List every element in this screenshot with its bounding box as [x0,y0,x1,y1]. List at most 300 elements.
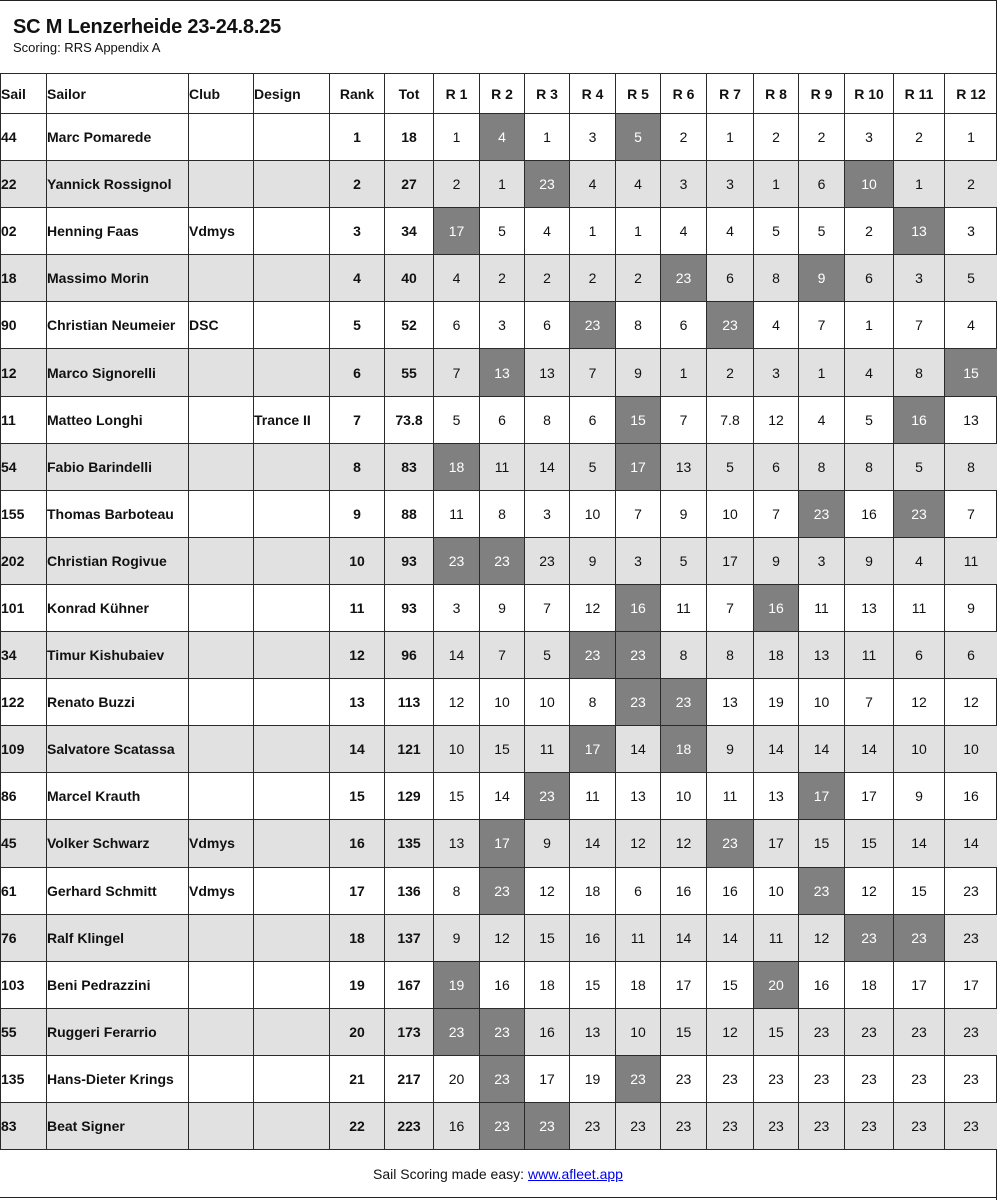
total-cell: 93 [385,537,434,584]
race-score-cell: 23 [799,1008,845,1055]
table-row [1,114,997,161]
sail-number-cell: 61 [1,867,47,914]
sail-number-cell: 202 [1,537,47,584]
club-cell [189,914,254,961]
race-score-cell: 9 [525,820,570,867]
design-cell [254,820,330,867]
race-score-cell: 19 [754,679,799,726]
race-score-cell: 14 [525,443,570,490]
sailor-name-cell: Christian Rogivue [47,537,189,584]
discarded-race-score-cell: 23 [525,1102,570,1149]
race-score-cell: 23 [894,1055,945,1102]
race-score-cell: 16 [845,490,894,537]
rank-cell: 5 [330,302,385,349]
scoring-system: Scoring: RRS Appendix A [13,40,161,55]
race-score-cell: 13 [434,820,480,867]
column-header-r8: R 8 [754,74,799,114]
race-score-cell: 11 [616,914,661,961]
race-score-cell: 1 [570,208,616,255]
table-row [1,1102,997,1149]
race-score-cell: 5 [754,208,799,255]
race-score-cell: 23 [707,1102,754,1149]
sailor-name-cell: Massimo Morin [47,255,189,302]
race-score-cell: 4 [616,161,661,208]
table-row [1,773,997,820]
race-score-cell: 5 [945,255,997,302]
race-score-cell: 14 [894,820,945,867]
sail-number-cell: 18 [1,255,47,302]
table-row [1,679,997,726]
race-score-cell: 3 [480,302,525,349]
race-score-cell: 13 [799,632,845,679]
race-score-cell: 14 [480,773,525,820]
sail-number-cell: 11 [1,396,47,443]
race-score-cell: 5 [434,396,480,443]
race-score-cell: 10 [480,679,525,726]
race-score-cell: 10 [894,726,945,773]
rank-cell: 9 [330,490,385,537]
race-score-cell: 7 [616,490,661,537]
footer [0,1150,996,1198]
table-row [1,396,997,443]
rank-cell: 6 [330,349,385,396]
race-score-cell: 8 [525,396,570,443]
column-header-r4: R 4 [570,74,616,114]
race-score-cell: 16 [434,1102,480,1149]
race-score-cell: 6 [480,396,525,443]
club-cell [189,537,254,584]
race-score-cell: 5 [661,537,707,584]
sailor-name-cell: Henning Faas [47,208,189,255]
race-score-cell: 1 [525,114,570,161]
design-cell [254,914,330,961]
race-score-cell: 12 [661,820,707,867]
race-score-cell: 12 [480,914,525,961]
discarded-race-score-cell: 23 [434,537,480,584]
race-score-cell: 15 [894,867,945,914]
column-header-r2: R 2 [480,74,525,114]
design-cell [254,584,330,631]
total-cell: 173 [385,1008,434,1055]
race-score-cell: 3 [845,114,894,161]
table-row [1,161,997,208]
rank-cell: 17 [330,867,385,914]
table-row [1,632,997,679]
rank-cell: 16 [330,820,385,867]
race-score-cell: 11 [434,490,480,537]
race-score-cell: 13 [661,443,707,490]
total-cell: 34 [385,208,434,255]
race-score-cell: 2 [570,255,616,302]
discarded-race-score-cell: 18 [661,726,707,773]
race-score-cell: 15 [661,1008,707,1055]
sail-number-cell: 83 [1,1102,47,1149]
race-score-cell: 15 [525,914,570,961]
race-score-cell: 1 [894,161,945,208]
race-score-cell: 14 [707,914,754,961]
sail-number-cell: 02 [1,208,47,255]
race-score-cell: 13 [707,679,754,726]
race-score-cell: 15 [570,961,616,1008]
race-score-cell: 23 [894,1008,945,1055]
club-cell [189,632,254,679]
race-score-cell: 23 [754,1055,799,1102]
rank-cell: 10 [330,537,385,584]
sail-number-cell: 54 [1,443,47,490]
sail-number-cell: 155 [1,490,47,537]
discarded-race-score-cell: 15 [945,349,997,396]
total-cell: 113 [385,679,434,726]
race-score-cell: 1 [845,302,894,349]
discarded-race-score-cell: 19 [434,961,480,1008]
table-row [1,349,997,396]
discarded-race-score-cell: 23 [480,1102,525,1149]
total-cell: 83 [385,443,434,490]
race-score-cell: 17 [707,537,754,584]
race-score-cell: 7 [661,396,707,443]
race-score-cell: 23 [616,1102,661,1149]
sailor-name-cell: Yannick Rossignol [47,161,189,208]
race-score-cell: 10 [799,679,845,726]
race-score-cell: 11 [754,914,799,961]
race-score-cell: 14 [945,820,997,867]
race-score-cell: 9 [845,537,894,584]
race-score-cell: 11 [945,537,997,584]
column-header-tot: Tot [385,74,434,114]
race-score-cell: 10 [945,726,997,773]
race-score-cell: 16 [661,867,707,914]
design-cell [254,961,330,1008]
race-score-cell: 8 [707,632,754,679]
rank-cell: 7 [330,396,385,443]
discarded-race-score-cell: 23 [616,679,661,726]
design-cell [254,1102,330,1149]
race-score-cell: 14 [661,914,707,961]
race-score-cell: 2 [525,255,570,302]
race-score-cell: 1 [434,114,480,161]
race-score-cell: 4 [661,208,707,255]
sailor-name-cell: Marcel Krauth [47,773,189,820]
column-header-r6: R 6 [661,74,707,114]
discarded-race-score-cell: 23 [894,490,945,537]
table-row [1,867,997,914]
race-score-cell: 23 [945,1102,997,1149]
race-score-cell: 6 [570,396,616,443]
race-score-cell: 14 [845,726,894,773]
club-cell [189,349,254,396]
rank-cell: 19 [330,961,385,1008]
race-score-cell: 1 [616,208,661,255]
race-score-cell: 7 [480,632,525,679]
discarded-race-score-cell: 17 [616,443,661,490]
discarded-race-score-cell: 23 [480,1008,525,1055]
column-header-r7: R 7 [707,74,754,114]
club-cell [189,1102,254,1149]
sail-number-cell: 103 [1,961,47,1008]
column-header-r12: R 12 [945,74,997,114]
rank-cell: 12 [330,632,385,679]
race-score-cell: 13 [845,584,894,631]
race-score-cell: 9 [570,537,616,584]
race-score-cell: 5 [525,632,570,679]
race-score-cell: 15 [434,773,480,820]
race-score-cell: 9 [434,914,480,961]
race-score-cell: 17 [525,1055,570,1102]
club-cell [189,726,254,773]
race-score-cell: 12 [707,1008,754,1055]
column-header-r3: R 3 [525,74,570,114]
total-cell: 27 [385,161,434,208]
race-score-cell: 3 [894,255,945,302]
design-cell [254,773,330,820]
race-score-cell: 16 [525,1008,570,1055]
results-table [0,73,997,1150]
design-cell [254,1055,330,1102]
race-score-cell: 12 [754,396,799,443]
race-score-cell: 14 [799,726,845,773]
sailor-name-cell: Hans-Dieter Krings [47,1055,189,1102]
race-score-cell: 7 [754,490,799,537]
total-cell: 88 [385,490,434,537]
design-cell [254,443,330,490]
race-score-cell: 8 [945,443,997,490]
race-score-cell: 12 [799,914,845,961]
club-cell [189,490,254,537]
race-score-cell: 17 [894,961,945,1008]
race-score-cell: 14 [754,726,799,773]
club-cell [189,773,254,820]
total-cell: 135 [385,820,434,867]
race-score-cell: 5 [894,443,945,490]
race-score-cell: 4 [570,161,616,208]
race-score-cell: 5 [570,443,616,490]
race-score-cell: 23 [894,1102,945,1149]
table-header-row [1,74,997,114]
total-cell: 136 [385,867,434,914]
race-score-cell: 3 [661,161,707,208]
rank-cell: 4 [330,255,385,302]
race-score-cell: 14 [434,632,480,679]
race-score-cell: 23 [845,1008,894,1055]
sail-number-cell: 76 [1,914,47,961]
rank-cell: 20 [330,1008,385,1055]
discarded-race-score-cell: 16 [754,584,799,631]
discarded-race-score-cell: 23 [707,820,754,867]
table-row [1,961,997,1008]
race-score-cell: 9 [661,490,707,537]
design-cell [254,726,330,773]
race-score-cell: 11 [480,443,525,490]
design-cell [254,302,330,349]
race-score-cell: 15 [707,961,754,1008]
total-cell: 55 [385,349,434,396]
race-score-cell: 2 [845,208,894,255]
total-cell: 121 [385,726,434,773]
sailor-name-cell: Beat Signer [47,1102,189,1149]
design-cell [254,114,330,161]
race-score-cell: 23 [799,1055,845,1102]
discarded-race-score-cell: 23 [799,490,845,537]
total-cell: 223 [385,1102,434,1149]
race-score-cell: 9 [945,584,997,631]
race-score-cell: 15 [480,726,525,773]
race-score-cell: 11 [799,584,845,631]
discarded-race-score-cell: 10 [845,161,894,208]
sailor-name-cell: Ruggeri Ferarrio [47,1008,189,1055]
column-header-rank: Rank [330,74,385,114]
discarded-race-score-cell: 5 [616,114,661,161]
total-cell: 167 [385,961,434,1008]
club-cell: Vdmys [189,820,254,867]
race-score-cell: 4 [754,302,799,349]
sailor-name-cell: Salvatore Scatassa [47,726,189,773]
club-cell: Vdmys [189,867,254,914]
race-score-cell: 23 [661,1055,707,1102]
total-cell: 18 [385,114,434,161]
club-cell: Vdmys [189,208,254,255]
total-cell: 52 [385,302,434,349]
race-score-cell: 13 [570,1008,616,1055]
race-score-cell: 11 [525,726,570,773]
total-cell: 129 [385,773,434,820]
sail-number-cell: 101 [1,584,47,631]
discarded-race-score-cell: 17 [480,820,525,867]
race-score-cell: 23 [570,1102,616,1149]
race-score-cell: 10 [616,1008,661,1055]
sail-number-cell: 109 [1,726,47,773]
race-score-cell: 2 [616,255,661,302]
race-score-cell: 10 [661,773,707,820]
race-score-cell: 2 [480,255,525,302]
club-cell [189,255,254,302]
discarded-race-score-cell: 16 [894,396,945,443]
discarded-race-score-cell: 23 [845,914,894,961]
race-score-cell: 23 [945,867,997,914]
column-header-r11: R 11 [894,74,945,114]
race-score-cell: 12 [894,679,945,726]
race-score-cell: 2 [754,114,799,161]
race-score-cell: 8 [894,349,945,396]
race-score-cell: 4 [845,349,894,396]
afleet-link[interactable]: www.afleet.app [528,1165,623,1182]
rank-cell: 3 [330,208,385,255]
race-score-cell: 16 [945,773,997,820]
discarded-race-score-cell: 20 [754,961,799,1008]
column-header-r10: R 10 [845,74,894,114]
sailor-name-cell: Ralf Klingel [47,914,189,961]
race-score-cell: 5 [799,208,845,255]
race-score-cell: 17 [661,961,707,1008]
total-cell: 217 [385,1055,434,1102]
race-score-cell: 23 [707,1055,754,1102]
race-score-cell: 1 [945,114,997,161]
discarded-race-score-cell: 13 [480,349,525,396]
race-score-cell: 6 [799,161,845,208]
table-row [1,1055,997,1102]
sailor-name-cell: Timur Kishubaiev [47,632,189,679]
column-header-sail: Sail [1,74,47,114]
race-score-cell: 3 [616,537,661,584]
race-score-cell: 11 [661,584,707,631]
race-score-cell: 2 [799,114,845,161]
sail-number-cell: 34 [1,632,47,679]
race-score-cell: 23 [945,1055,997,1102]
race-score-cell: 6 [707,255,754,302]
race-score-cell: 13 [945,396,997,443]
race-score-cell: 23 [845,1102,894,1149]
race-score-cell: 15 [845,820,894,867]
rank-cell: 13 [330,679,385,726]
discarded-race-score-cell: 23 [616,1055,661,1102]
table-row [1,255,997,302]
footer-text: Sail Scoring made easy: [373,1165,524,1182]
race-score-cell: 17 [754,820,799,867]
race-score-cell: 11 [845,632,894,679]
discarded-race-score-cell: 15 [616,396,661,443]
race-score-cell: 2 [945,161,997,208]
total-cell: 96 [385,632,434,679]
sail-number-cell: 22 [1,161,47,208]
club-cell [189,114,254,161]
discarded-race-score-cell: 17 [434,208,480,255]
design-cell [254,1008,330,1055]
column-header-r1: R 1 [434,74,480,114]
race-score-cell: 4 [945,302,997,349]
discarded-race-score-cell: 4 [480,114,525,161]
race-score-cell: 18 [570,867,616,914]
discarded-race-score-cell: 23 [616,632,661,679]
discarded-race-score-cell: 23 [799,867,845,914]
race-score-cell: 9 [480,584,525,631]
club-cell [189,443,254,490]
race-score-cell: 10 [570,490,616,537]
table-row [1,820,997,867]
discarded-race-score-cell: 9 [799,255,845,302]
sail-number-cell: 55 [1,1008,47,1055]
table-row [1,584,997,631]
race-score-cell: 7.8 [707,396,754,443]
design-cell [254,537,330,584]
race-score-cell: 8 [845,443,894,490]
race-score-cell: 6 [434,302,480,349]
table-row [1,1008,997,1055]
race-score-cell: 17 [845,773,894,820]
race-score-cell: 23 [754,1102,799,1149]
race-score-cell: 7 [894,302,945,349]
discarded-race-score-cell: 23 [661,679,707,726]
column-header-design: Design [254,74,330,114]
race-score-cell: 8 [480,490,525,537]
sailor-name-cell: Volker Schwarz [47,820,189,867]
sailor-name-cell: Matteo Longhi [47,396,189,443]
race-score-cell: 6 [525,302,570,349]
discarded-race-score-cell: 16 [616,584,661,631]
race-score-cell: 16 [707,867,754,914]
race-score-cell: 6 [894,632,945,679]
race-score-cell: 23 [945,1008,997,1055]
discarded-race-score-cell: 23 [570,302,616,349]
race-score-cell: 1 [661,349,707,396]
sailor-name-cell: Beni Pedrazzini [47,961,189,1008]
total-cell: 137 [385,914,434,961]
design-cell [254,349,330,396]
race-score-cell: 12 [525,867,570,914]
race-score-cell: 1 [480,161,525,208]
design-cell [254,632,330,679]
race-score-cell: 8 [661,632,707,679]
sail-number-cell: 44 [1,114,47,161]
design-cell: Trance II [254,396,330,443]
